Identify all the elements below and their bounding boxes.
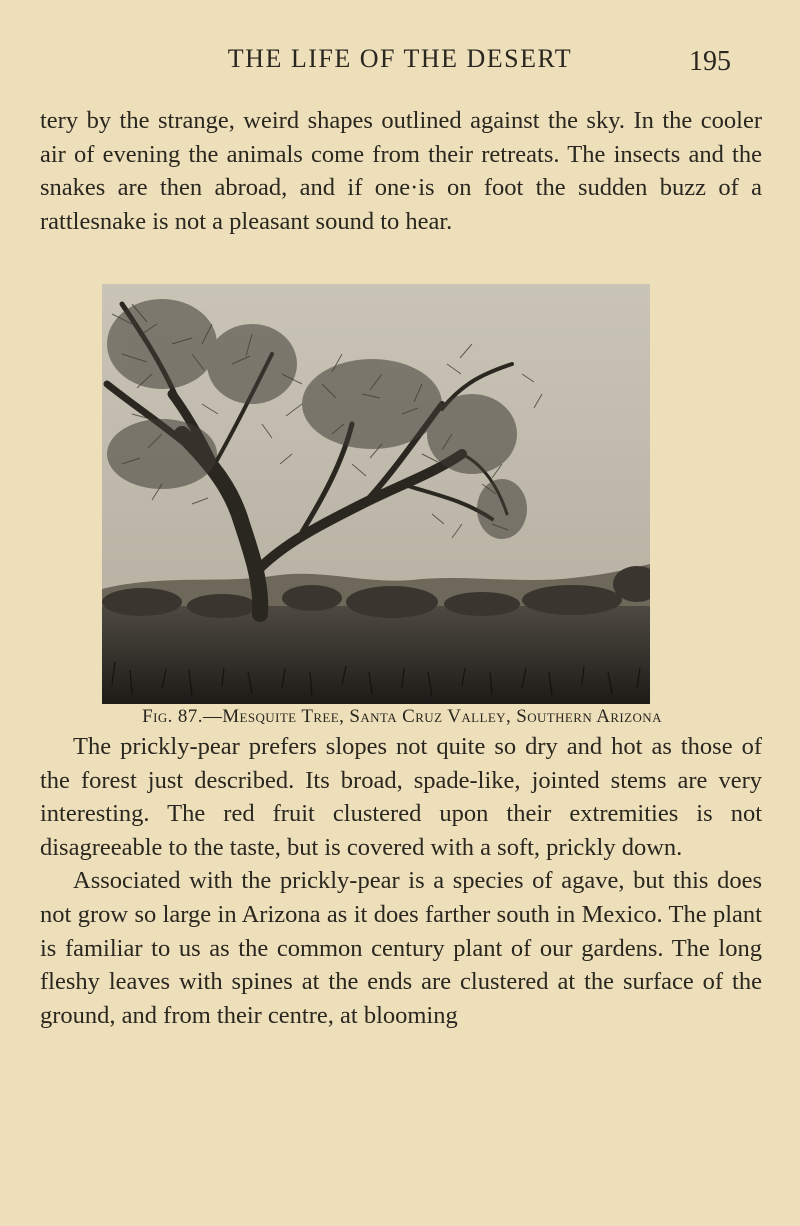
paragraph: tery by the strange, weird shapes outlined against the sky. In the cooler air of evening the animals come from their retreats. The insects and the snakes are then abroad, and if one·is on foot the sudden buzz of a rattlesnake is not a pleasant sound to hear. xyxy=(40,107,762,235)
figure-caption: Fig. 87.—Mesquite Tree, Santa Cruz Valley, Southern Arizona xyxy=(142,706,662,727)
body-text-bottom xyxy=(40,730,762,1032)
photo-illustration xyxy=(102,284,650,704)
page-header xyxy=(40,44,760,84)
body-text-top xyxy=(40,104,762,238)
paragraph: The prickly-pear prefers slopes not quite so dry and hot as those of the forest just described. Its broad, spade-like, jointed stems are very interesting. The red fruit clustered upon their extremities is not disagreeable to the taste, but is covered with a soft, prickly down. xyxy=(40,733,762,861)
page-number: 195 xyxy=(689,46,731,77)
mesquite-tree-photograph xyxy=(102,284,650,704)
running-head: THE LIFE OF THE DESERT xyxy=(227,44,573,73)
paragraph: Associated with the prickly-pear is a species of agave, but this does not grow so large in Arizona as it does farther south in Mexico. The plant is familiar to us as the common century plant of our gardens. The long fleshy leaves with spines at the ends are clustered at the surface of the ground, and from their centre, at blooming xyxy=(40,867,762,1029)
